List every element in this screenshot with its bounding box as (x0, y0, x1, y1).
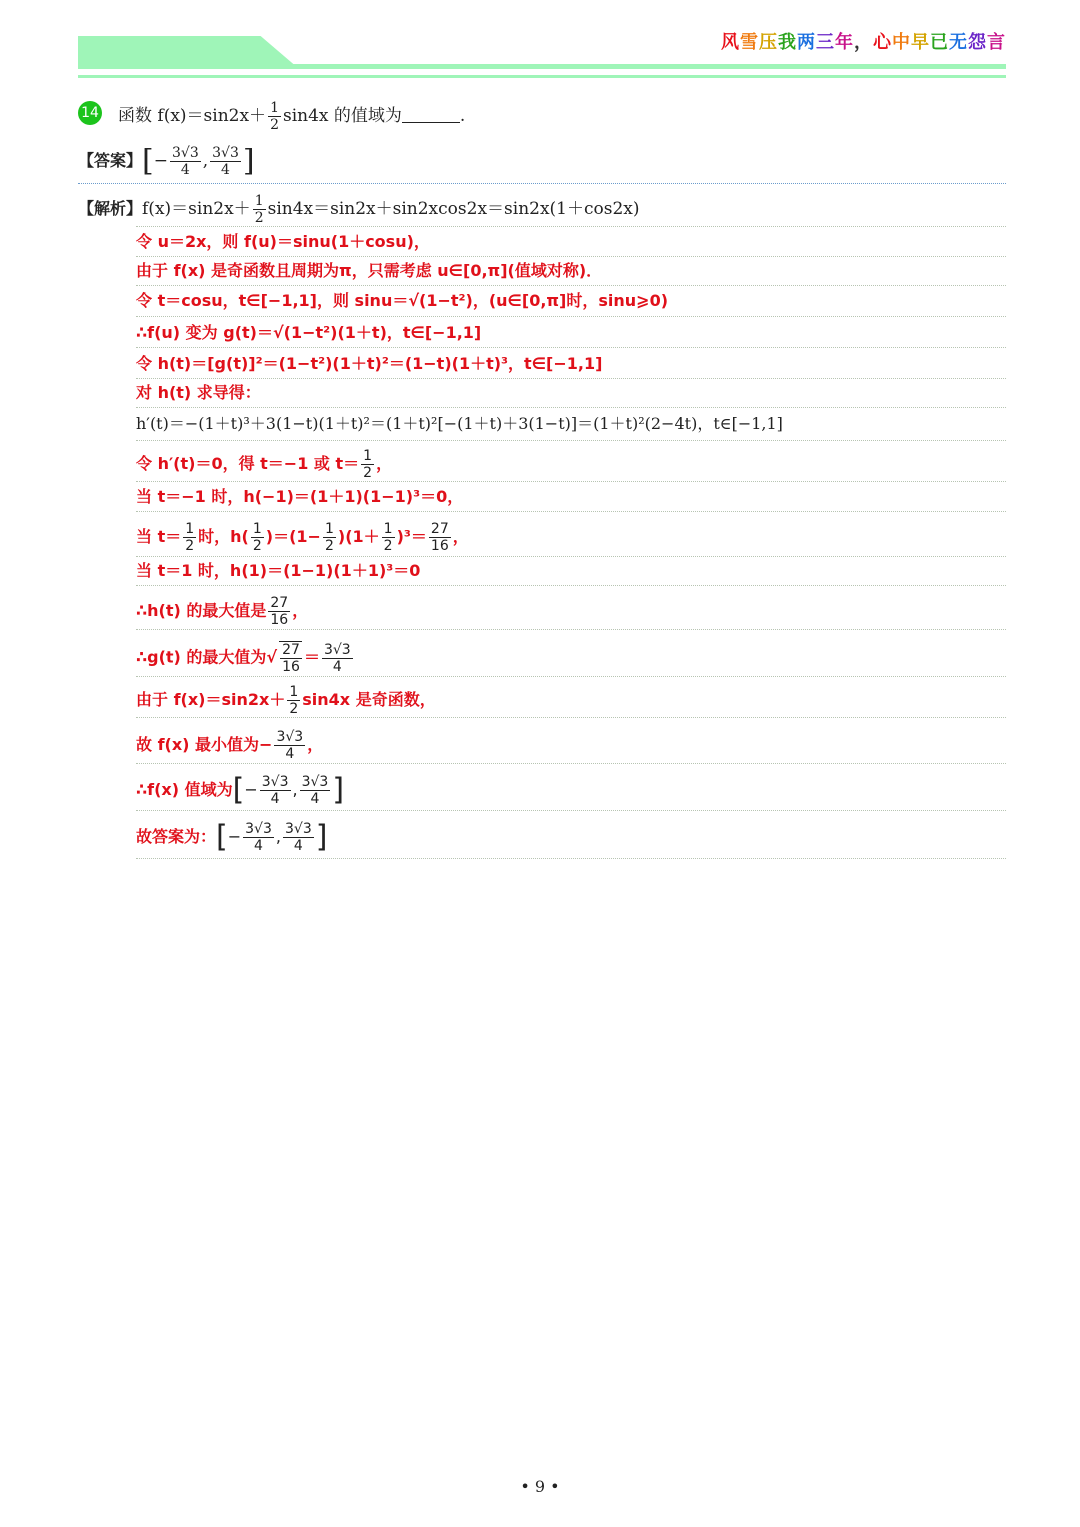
slogan-char: 无 (949, 32, 968, 53)
header-line (78, 75, 1006, 78)
divider (136, 347, 1006, 348)
solution-step: 故 f(x) 最小值为− $\frac{3√3}{4}$ ， (136, 729, 324, 762)
slogan-char: 心 (873, 32, 892, 53)
slogan-char: ， (854, 32, 873, 53)
slogan-char: 年 (835, 32, 854, 53)
divider (78, 183, 1006, 184)
solution-label: 【解析】 (78, 199, 143, 218)
divider (136, 763, 1006, 764)
slogan-char: 怨 (968, 32, 987, 53)
question-text: 函数 f(x)＝sin2x＋ $\frac{1}{2}$ sin4x 的值域为 . (118, 100, 466, 133)
solution-step: 令 h(t)＝[g(t)]²＝(1−t²)(1＋t)²＝(1−t)(1＋t)³，t∈[−1,1] (136, 354, 603, 373)
answer-fraction-high: $\frac{3√3}{4}$ (212, 145, 239, 178)
solution-step: 当 t＝ $\frac{1}{2}$ 时，h( $\frac{1}{2}$ )＝(1− $\frac{1}{2}$ )(1＋ $\frac{1}{2}$ )³＝ $\frac{27}{16}$ ， (136, 521, 469, 554)
divider (136, 629, 1006, 630)
divider (136, 676, 1006, 677)
solution-first-line: 【解析】f(x)＝sin2x＋ $\frac{1}{2}$ sin4x＝sin2x＋sin2xcos2x＝sin2x(1＋cos2x) (78, 193, 640, 226)
header-slogan (721, 28, 1006, 54)
divider (136, 481, 1006, 482)
divider (136, 585, 1006, 586)
divider (136, 511, 1006, 512)
question-prefix: 函数 f(x)＝sin2x＋ (118, 106, 267, 126)
solution-step: ∴h(t) 的最大值是 $\frac{27}{16}$ ， (136, 595, 309, 628)
question-number: 14 (78, 101, 102, 125)
solution-step: ∴f(x) 值域为[− $\frac{3√3}{4}$ , $\frac{3√3}{4}$ ] (136, 772, 345, 808)
slogan-char: 言 (987, 32, 1006, 53)
divider (136, 226, 1006, 227)
answer-line: 【答案】[− $\frac{3√3}{4}$ , $\frac{3√3}{4}$ ] (78, 143, 255, 179)
divider (136, 256, 1006, 257)
header-bar (78, 64, 1006, 69)
solution-step: ∴f(u) 变为 g(t)＝√(1−t²)(1＋t)，t∈[−1,1] (136, 323, 482, 342)
slogan-char: 压 (759, 32, 778, 53)
answer-blank (402, 104, 460, 123)
solution-step: 令 h′(t)＝0，得 t＝−1 或 t＝ $\frac{1}{2}$ ， (136, 448, 393, 481)
answer-fraction-low: $\frac{3√3}{4}$ (171, 145, 199, 178)
answer-label: 【答案】 (78, 151, 143, 170)
divider (136, 556, 1006, 557)
slogan-char: 中 (892, 32, 911, 53)
solution-step: 令 t＝cosu，t∈[−1,1]，则 sinu＝√(1−t²)，(u∈[0,π]时，sinu⩾0) (136, 291, 669, 310)
solution-step: 故答案为：[− $\frac{3√3}{4}$ , $\frac{3√3}{4}$ ] (136, 819, 328, 855)
slogan-char: 我 (778, 32, 797, 53)
solution-step: 由于 f(x) 是奇函数且周期为π，只需考虑 u∈[0,π](值域对称)． (136, 261, 603, 280)
slogan-char: 两 (797, 32, 816, 53)
slogan-char: 三 (816, 32, 835, 53)
question-fraction: $\frac{1}{2}$ (270, 100, 279, 133)
divider (136, 407, 1006, 408)
page-number: • 9 • (520, 1477, 560, 1496)
divider (136, 858, 1006, 859)
slogan-char: 早 (911, 32, 930, 53)
divider (136, 810, 1006, 811)
divider (136, 285, 1006, 286)
divider (136, 316, 1006, 317)
solution-step: 当 t＝−1 时，h(−1)＝(1＋1)(1−1)³＝0， (136, 487, 464, 506)
solution-step: ∴g(t) 的最大值为√ $\frac{27}{16}$ ＝ $\frac{3√3}{4}$ (136, 641, 351, 675)
question-suffix: sin4x 的值域为 (282, 106, 402, 126)
slogan-char: 已 (930, 32, 949, 53)
slogan-char: 风 (721, 32, 740, 53)
divider (136, 440, 1006, 441)
solution-step: 对 h(t) 求导得： (136, 383, 261, 402)
slogan-char: 雪 (740, 32, 759, 53)
solution-step: h′(t)＝−(1＋t)³＋3(1−t)(1＋t)²＝(1＋t)²[−(1＋t)＋3(1−t)]＝(1＋t)²(2−4t)，t∈[−1,1] (136, 414, 783, 433)
divider (136, 717, 1006, 718)
solution-step: 当 t＝1 时，h(1)＝(1−1)(1＋1)³＝0 (136, 561, 421, 580)
solution-step: 由于 f(x)＝sin2x＋ $\frac{1}{2}$ sin4x 是奇函数， (136, 684, 436, 717)
divider (136, 378, 1006, 379)
solution-step: 令 u＝2x，则 f(u)＝sinu(1＋cosu)， (136, 232, 430, 251)
